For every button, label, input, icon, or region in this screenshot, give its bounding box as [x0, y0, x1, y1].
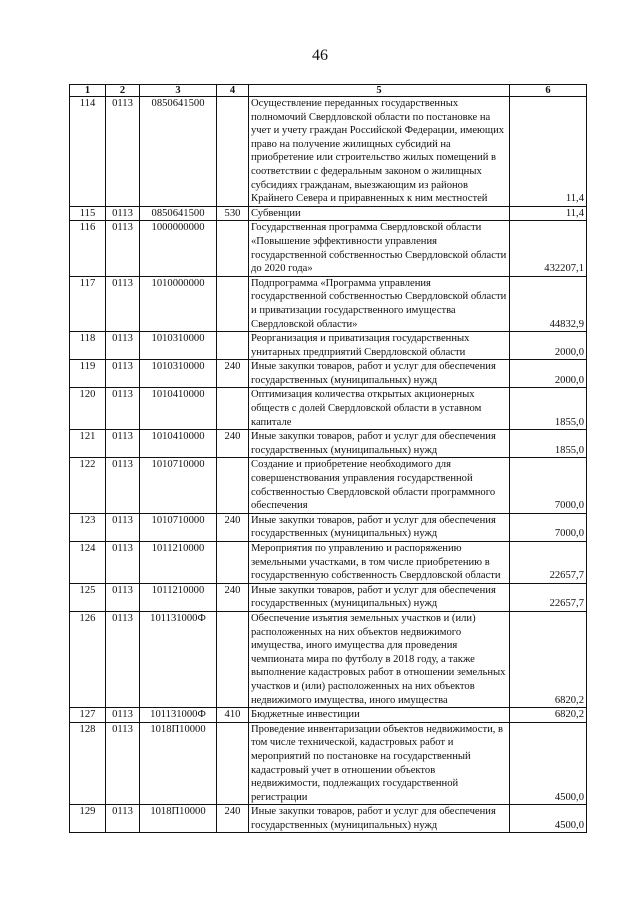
- table-row: [70, 388, 587, 430]
- row-amount: 1855,0: [510, 430, 587, 458]
- row-amount: 6820,2: [510, 708, 587, 723]
- table-row: [70, 206, 587, 221]
- target-article: 1018П10000: [140, 722, 217, 805]
- table-row: [70, 722, 587, 805]
- row-amount: 432207,1: [510, 221, 587, 276]
- target-article: 1018П10000: [140, 805, 217, 833]
- expense-type: [217, 542, 249, 584]
- target-article: 101131000Ф: [140, 708, 217, 723]
- section-code: 0113: [106, 513, 140, 541]
- row-name: Иные закупки товаров, работ и услуг для обеспечения государственных (муниципальных) нужд: [249, 360, 510, 388]
- expense-type: 240: [217, 805, 249, 833]
- row-name: Субвенции: [249, 206, 510, 221]
- expense-type: [217, 332, 249, 360]
- row-number: 115: [70, 206, 106, 221]
- section-code: 0113: [106, 221, 140, 276]
- row-number: 126: [70, 611, 106, 707]
- section-code: 0113: [106, 388, 140, 430]
- row-number: 116: [70, 221, 106, 276]
- section-code: 0113: [106, 722, 140, 805]
- row-amount: 44832,9: [510, 276, 587, 331]
- expense-type: 240: [217, 360, 249, 388]
- table-row: [70, 583, 587, 611]
- target-article: 1010410000: [140, 388, 217, 430]
- row-number: 128: [70, 722, 106, 805]
- table-row: [70, 513, 587, 541]
- expense-type: 530: [217, 206, 249, 221]
- page-number: 46: [312, 47, 328, 64]
- row-name: Проведение инвентаризации объектов недвижимости, в том числе технической, кадастровых работ и мероприятий по постановке на государственный кадастровый учет в отношении объектов недвижимости, подлежащих государственной регистрации: [249, 722, 510, 805]
- row-name: Оптимизация количества открытых акционерных обществ с долей Свердловской области в уставном капитале: [249, 388, 510, 430]
- expense-type: [217, 611, 249, 707]
- table-row: [70, 542, 587, 584]
- section-code: 0113: [106, 805, 140, 833]
- row-amount: 22657,7: [510, 542, 587, 584]
- table-row: [70, 276, 587, 331]
- table-row: [70, 97, 587, 207]
- target-article: 101131000Ф: [140, 611, 217, 707]
- target-article: 1010710000: [140, 458, 217, 513]
- table-row: [70, 332, 587, 360]
- table-row: [70, 430, 587, 458]
- target-article: 0850641500: [140, 206, 217, 221]
- header-cell: 4: [217, 85, 249, 97]
- table-row: [70, 805, 587, 833]
- section-code: 0113: [106, 583, 140, 611]
- row-amount: 6820,2: [510, 611, 587, 707]
- row-number: 119: [70, 360, 106, 388]
- row-number: 127: [70, 708, 106, 723]
- row-name: Осуществление переданных государственных полномочий Свердловской области по постановке на учет и учету граждан Российской Федерации, имеющих право на получение жилищных субсидий на приобретение или строительство жилых помещений в соответствии с федеральным законом о жилищных субсидиях гражданам, выезжающим из районов Крайнего Севера и приравненных к ним местностей: [249, 97, 510, 207]
- section-code: 0113: [106, 430, 140, 458]
- row-name: Иные закупки товаров, работ и услуг для обеспечения государственных (муниципальных) нужд: [249, 805, 510, 833]
- table-row: [70, 360, 587, 388]
- row-name: Реорганизация и приватизация государственных унитарных предприятий Свердловской области: [249, 332, 510, 360]
- row-number: 122: [70, 458, 106, 513]
- row-name: Бюджетные инвестиции: [249, 708, 510, 723]
- target-article: 1000000000: [140, 221, 217, 276]
- header-cell: 2: [106, 85, 140, 97]
- header-row: [70, 85, 587, 97]
- row-number: 117: [70, 276, 106, 331]
- row-name: Иные закупки товаров, работ и услуг для обеспечения государственных (муниципальных) нужд: [249, 583, 510, 611]
- expense-type: [217, 97, 249, 207]
- expense-type: 410: [217, 708, 249, 723]
- section-code: 0113: [106, 458, 140, 513]
- row-amount: 22657,7: [510, 583, 587, 611]
- section-code: 0113: [106, 97, 140, 207]
- expense-type: 240: [217, 430, 249, 458]
- section-code: 0113: [106, 360, 140, 388]
- section-code: 0113: [106, 542, 140, 584]
- row-name: Мероприятия по управлению и распоряжению земельными участками, в том числе приобретению в государственную собственность Свердловской области: [249, 542, 510, 584]
- header-cell: 3: [140, 85, 217, 97]
- row-number: 114: [70, 97, 106, 207]
- expense-type: [217, 458, 249, 513]
- row-name: Иные закупки товаров, работ и услуг для обеспечения государственных (муниципальных) нужд: [249, 513, 510, 541]
- row-amount: 1855,0: [510, 388, 587, 430]
- section-code: 0113: [106, 332, 140, 360]
- row-number: 129: [70, 805, 106, 833]
- expense-type: 240: [217, 513, 249, 541]
- row-number: 125: [70, 583, 106, 611]
- section-code: 0113: [106, 611, 140, 707]
- row-amount: 2000,0: [510, 332, 587, 360]
- table-row: [70, 611, 587, 707]
- row-name: Иные закупки товаров, работ и услуг для обеспечения государственных (муниципальных) нужд: [249, 430, 510, 458]
- budget-table: [69, 84, 587, 833]
- row-amount: 2000,0: [510, 360, 587, 388]
- row-name: Создание и приобретение необходимого для совершенствования управления государственной собственностью Свердловской области программного обеспечения: [249, 458, 510, 513]
- target-article: 1011210000: [140, 583, 217, 611]
- section-code: 0113: [106, 276, 140, 331]
- table-row: [70, 458, 587, 513]
- row-name: Подпрограмма «Программа управления государственной собственностью Свердловской области и приватизации государственного имущества Свердловской области»: [249, 276, 510, 331]
- row-amount: 11,4: [510, 206, 587, 221]
- expense-type: [217, 276, 249, 331]
- row-amount: 7000,0: [510, 513, 587, 541]
- target-article: 0850641500: [140, 97, 217, 207]
- header-cell: 1: [70, 85, 106, 97]
- target-article: 1010310000: [140, 360, 217, 388]
- row-number: 124: [70, 542, 106, 584]
- row-number: 123: [70, 513, 106, 541]
- expense-type: [217, 221, 249, 276]
- row-amount: 4500,0: [510, 805, 587, 833]
- target-article: 1011210000: [140, 542, 217, 584]
- row-number: 118: [70, 332, 106, 360]
- row-amount: 7000,0: [510, 458, 587, 513]
- row-number: 121: [70, 430, 106, 458]
- row-number: 120: [70, 388, 106, 430]
- section-code: 0113: [106, 206, 140, 221]
- expense-type: [217, 722, 249, 805]
- table-row: [70, 221, 587, 276]
- header-cell: 6: [510, 85, 587, 97]
- row-name: Обеспечение изъятия земельных участков и (или) расположенных на них объектов недвижимого имущества, иного имущества для проведения чемпионата мира по футболу в 2018 году, а также выполнение кадастровых работ в отношении земельных участков и (или) расположенных на них объектов недвижимого имущества, иного имущества: [249, 611, 510, 707]
- expense-type: 240: [217, 583, 249, 611]
- target-article: 1010000000: [140, 276, 217, 331]
- target-article: 1010710000: [140, 513, 217, 541]
- table-row: [70, 708, 587, 723]
- section-code: 0113: [106, 708, 140, 723]
- row-amount: 4500,0: [510, 722, 587, 805]
- header-cell: 5: [249, 85, 510, 97]
- target-article: 1010310000: [140, 332, 217, 360]
- expense-type: [217, 388, 249, 430]
- row-name: Государственная программа Свердловской области «Повышение эффективности управления государственной собственностью Свердловской области до 2020 года»: [249, 221, 510, 276]
- target-article: 1010410000: [140, 430, 217, 458]
- row-amount: 11,4: [510, 97, 587, 207]
